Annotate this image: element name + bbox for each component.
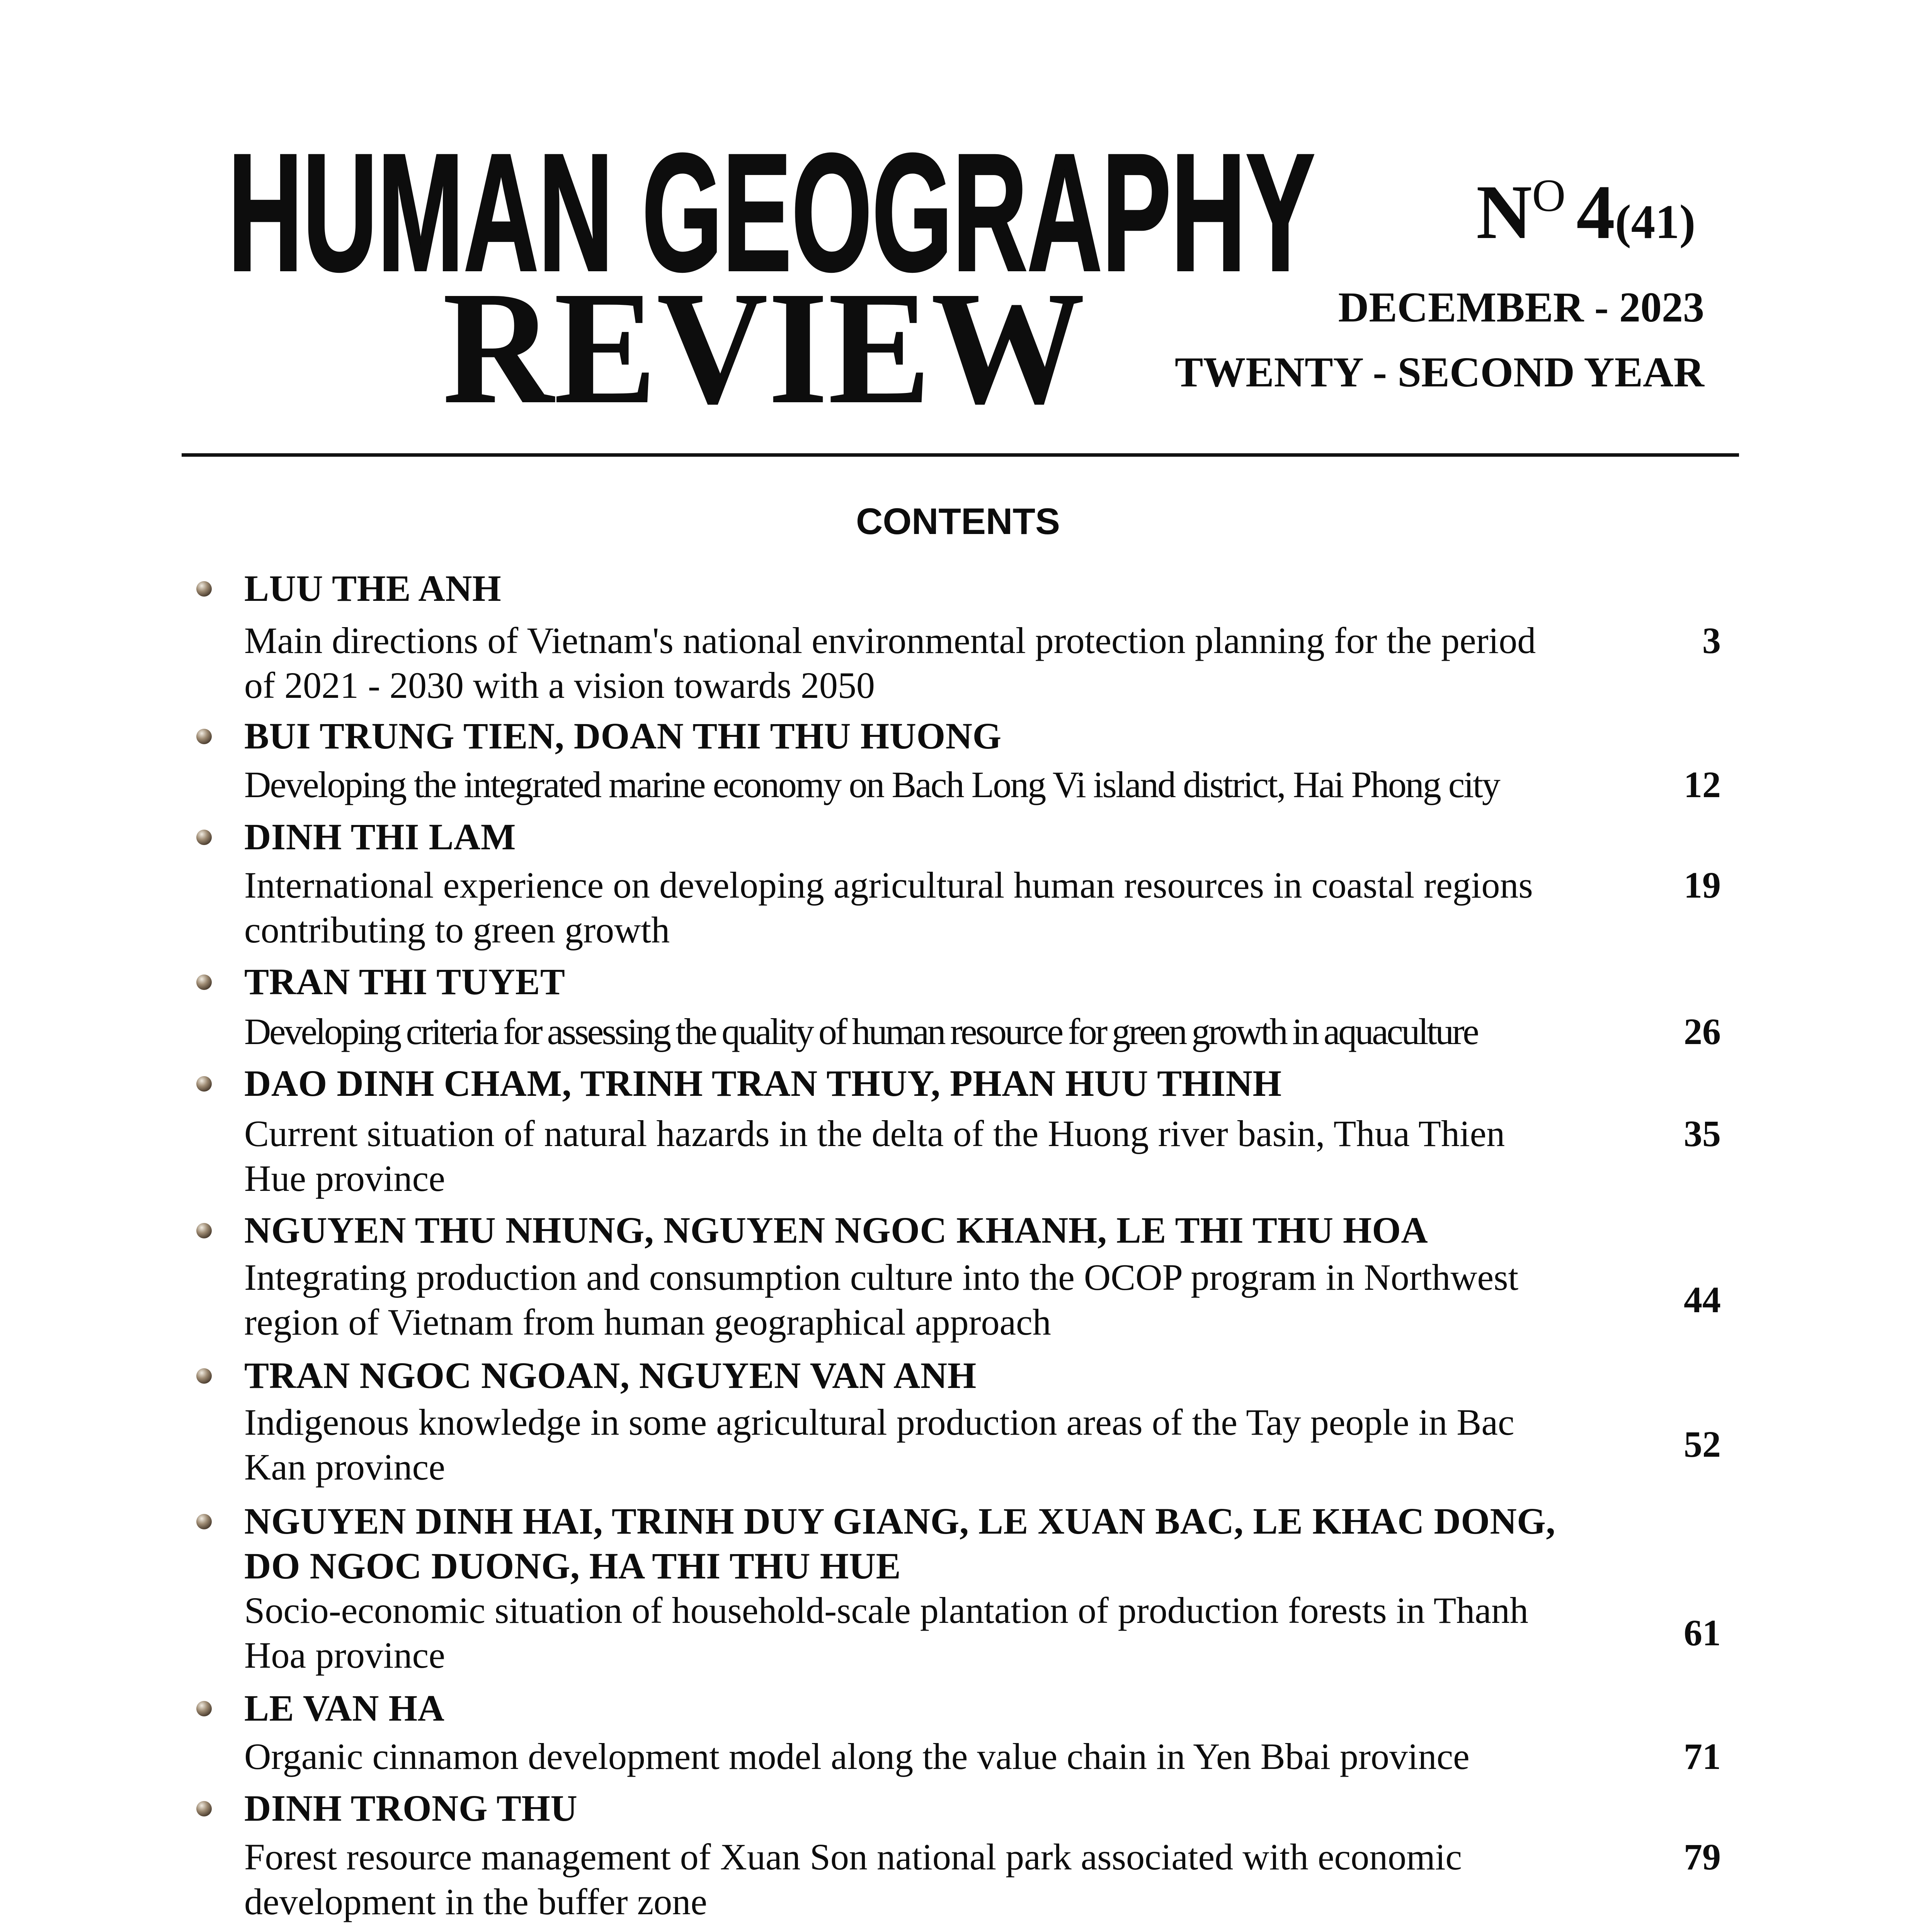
toc-authors: DAO DINH CHAM, TRINH TRAN THUY, PHAN HUU THINH [244,1063,1282,1104]
issue-number-value: 4 [1576,170,1615,255]
toc-authors: DO NGOC DUONG, HA THI THU HUE [244,1545,901,1587]
toc-page-number: 52 [1684,1423,1721,1465]
bullet-icon [196,1514,212,1529]
bullet-icon [196,975,212,990]
toc-authors: NGUYEN DINH HAI, TRINH DUY GIANG, LE XUAN BAC, LE KHAC DONG, [244,1500,1555,1542]
bullet-icon [196,729,212,744]
toc-article-title: development in the buffer zone [244,1881,707,1922]
toc-article-title: Forest resource management of Xuan Son national park associated with economic [244,1836,1462,1878]
bullet-icon [196,1076,212,1092]
toc-page-number: 71 [1684,1736,1721,1777]
toc-article-title: contributing to green growth [244,909,670,951]
toc-article-title: Main directions of Vietnam's national environmental protection planning for the period [244,620,1536,661]
toc-authors: DINH TRONG THU [244,1787,578,1829]
toc-authors: TRAN NGOC NGOAN, NGUYEN VAN ANH [244,1355,977,1396]
bullet-icon [196,1368,212,1384]
journal-title-line-2: REVIEW [442,258,1085,437]
issue-year: TWENTY - SECOND YEAR [1174,349,1704,396]
toc-authors: LUU THE ANH [244,568,502,609]
toc-article-title: Developing criteria for assessing the quality of human resource for green growth in aquaculture [244,1011,1478,1052]
toc-article-title: Hoa province [244,1634,445,1676]
bullet-icon [196,581,212,597]
toc-authors: DINH THI LAM [244,816,516,857]
toc-page-number: 3 [1702,620,1721,661]
toc-page-number: 44 [1684,1279,1721,1320]
toc-page-number: 35 [1684,1113,1721,1154]
toc-article-title: Developing the integrated marine economy on Bach Long Vi island district, Hai Phong city [244,764,1499,805]
toc-authors: NGUYEN THU NHUNG, NGUYEN NGOC KHANH, LE THI THU HOA [244,1209,1428,1251]
bullet-icon [196,1701,212,1716]
toc-authors: BUI TRUNG TIEN, DOAN THI THU HUONG [244,715,1002,757]
toc-article-title: Socio-economic situation of household-scale plantation of production forests in Thanh [244,1590,1528,1631]
bullet-icon [196,1801,212,1816]
toc-article-title: Hue province [244,1158,445,1199]
issue-cumulative-number: (41) [1615,196,1696,249]
issue-n: N [1476,170,1532,255]
toc-article-title: Current situation of natural hazards in the delta of the Huong river basin, Thua Thien [244,1113,1505,1154]
contents-heading: CONTENTS [856,501,1060,542]
toc-page-number: 26 [1684,1011,1721,1052]
toc-article-title: International experience on developing agricultural human resources in coastal regions [244,864,1533,906]
toc-article-title: Indigenous knowledge in some agricultural production areas of the Tay people in Bac [244,1401,1514,1443]
toc-authors: LE VAN HA [244,1687,445,1729]
toc-page-number: 61 [1684,1612,1721,1653]
toc-article-title: of 2021 - 2030 with a vision towards 2050 [244,665,875,706]
toc-article-title: Organic cinnamon development model along the value chain in Yen Bbai province [244,1736,1470,1777]
toc-article-title: Integrating production and consumption culture into the OCOP program in Northwest [244,1257,1519,1298]
toc-article-title: region of Vietnam from human geographical approach [244,1301,1051,1343]
issue-o-superscript: O [1532,170,1566,221]
journal-title-line-1: HUMAN GEOGRAPHY [228,119,1315,306]
toc-page-number: 79 [1684,1836,1721,1878]
toc-page-number: 12 [1684,764,1721,805]
bullet-icon [196,830,212,845]
toc-article-title: Kan province [244,1446,445,1488]
bullet-icon [196,1223,212,1238]
issue-date: DECEMBER - 2023 [1338,284,1704,331]
toc-authors: TRAN THI TUYET [244,961,565,1002]
toc-page-number: 19 [1684,864,1721,906]
